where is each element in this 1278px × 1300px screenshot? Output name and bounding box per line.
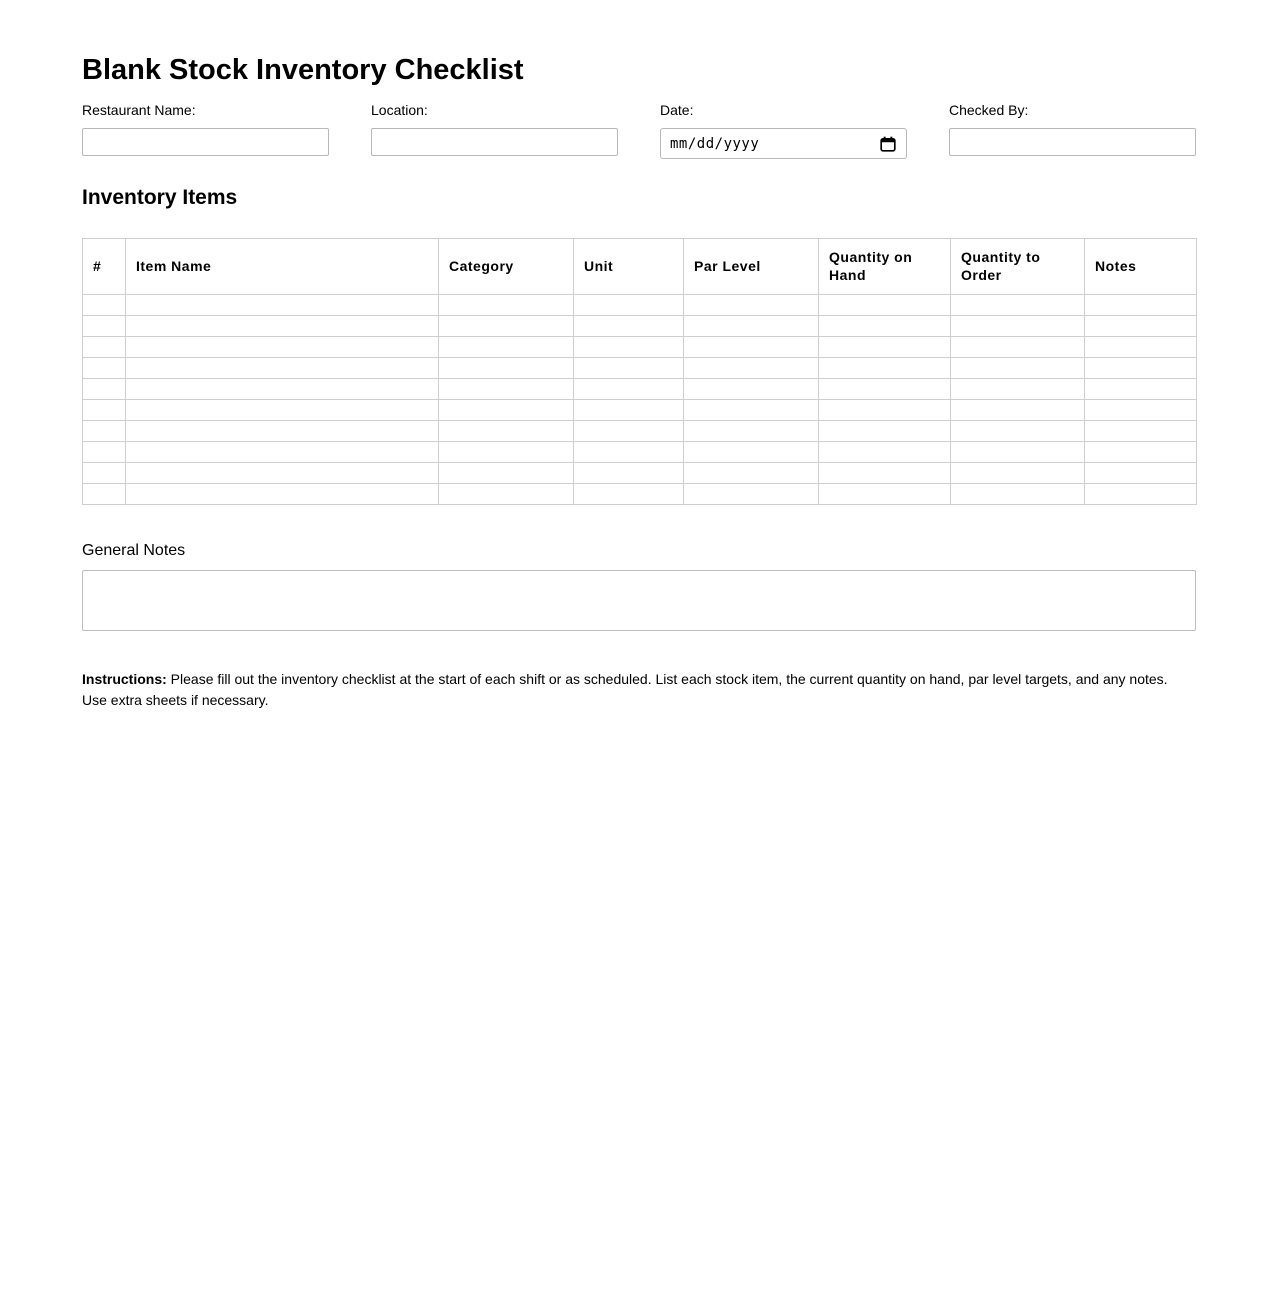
inventory-table [82, 238, 1197, 505]
table-cell [684, 484, 819, 505]
table-cell [83, 295, 126, 316]
table-cell [1085, 421, 1197, 442]
table-cell [83, 400, 126, 421]
table-cell [574, 463, 684, 484]
table-cell [684, 463, 819, 484]
column-header-unit: Unit [574, 239, 684, 295]
table-cell [951, 421, 1085, 442]
table-row [83, 337, 1197, 358]
table-cell [83, 358, 126, 379]
instructions-body: Please fill out the inventory checklist at the start of each shift or as scheduled. List each stock item, the current quantity on hand, par level targets, and any notes. Use extra sheets if necessary. [82, 671, 1168, 708]
table-cell [1085, 295, 1197, 316]
table-cell [951, 379, 1085, 400]
table-cell [126, 442, 439, 463]
table-cell [1085, 316, 1197, 337]
table-cell [1085, 358, 1197, 379]
table-cell [439, 316, 574, 337]
table-cell [83, 379, 126, 400]
column-header-par-level: Par Level [684, 239, 819, 295]
table-cell [574, 484, 684, 505]
table-header-row [83, 239, 1197, 295]
table-cell [951, 337, 1085, 358]
table-cell [819, 358, 951, 379]
table-cell [684, 295, 819, 316]
table-cell [126, 379, 439, 400]
table-cell [819, 379, 951, 400]
table-cell [684, 379, 819, 400]
table-cell [574, 379, 684, 400]
table-cell [439, 337, 574, 358]
general-notes-label: General Notes [82, 542, 186, 560]
inventory-items-heading: Inventory Items [82, 186, 238, 210]
table-cell [439, 484, 574, 505]
table-cell [1085, 484, 1197, 505]
table-cell [819, 337, 951, 358]
table-cell [819, 421, 951, 442]
table-cell [439, 379, 574, 400]
table-cell [951, 316, 1085, 337]
table-cell [83, 484, 126, 505]
table-cell [126, 463, 439, 484]
field-location [371, 102, 618, 156]
column-header-quantity-to-order: Quantity to Order [951, 239, 1085, 295]
column-header-category: Category [439, 239, 574, 295]
table-cell [819, 400, 951, 421]
field-restaurant-name [82, 102, 329, 156]
page-title: Blank Stock Inventory Checklist [82, 54, 524, 86]
table-cell [439, 400, 574, 421]
table-cell [819, 463, 951, 484]
table-cell [951, 295, 1085, 316]
table-cell [439, 463, 574, 484]
table-row [83, 484, 1197, 505]
header-fields [82, 102, 1196, 159]
table-row [83, 316, 1197, 337]
table-cell [1085, 379, 1197, 400]
table-cell [684, 442, 819, 463]
table-cell [1085, 400, 1197, 421]
table-row [83, 295, 1197, 316]
table-cell [684, 421, 819, 442]
table-cell [83, 316, 126, 337]
table-cell [574, 400, 684, 421]
table-cell [126, 400, 439, 421]
checked-by-label: Checked By: [949, 102, 1029, 119]
table-cell [951, 463, 1085, 484]
table-cell [951, 442, 1085, 463]
table-cell [126, 358, 439, 379]
table-cell [574, 295, 684, 316]
table-cell [126, 484, 439, 505]
table-row [83, 358, 1197, 379]
table-row [83, 463, 1197, 484]
table-cell [819, 484, 951, 505]
column-header-item-name: Item Name [126, 239, 439, 295]
table-cell [439, 358, 574, 379]
general-notes-textarea[interactable] [82, 570, 1196, 631]
table-cell [83, 442, 126, 463]
table-cell [126, 295, 439, 316]
instructions-label: Instructions: [82, 671, 167, 688]
table-cell [684, 337, 819, 358]
table-cell [574, 316, 684, 337]
table-row [83, 400, 1197, 421]
table-row [83, 442, 1197, 463]
table-cell [951, 400, 1085, 421]
date-placeholder: mm/dd/yyyy [670, 135, 760, 152]
table-cell [684, 358, 819, 379]
restaurant-name-input[interactable] [82, 128, 329, 156]
table-cell [684, 316, 819, 337]
date-label: Date: [660, 102, 694, 119]
restaurant-name-label: Restaurant Name: [82, 102, 196, 119]
table-row [83, 421, 1197, 442]
field-date [660, 102, 907, 159]
checked-by-input[interactable] [949, 128, 1196, 156]
table-cell [83, 421, 126, 442]
table-cell [819, 316, 951, 337]
column-header-quantity-on-hand: Quantity on Hand [819, 239, 951, 295]
table-cell [83, 337, 126, 358]
table-cell [819, 295, 951, 316]
table-cell [126, 316, 439, 337]
table-cell [574, 358, 684, 379]
table-cell [126, 421, 439, 442]
table-cell [126, 337, 439, 358]
column-header-number: # [83, 239, 126, 295]
table-cell [83, 463, 126, 484]
instructions-text [82, 669, 1196, 710]
inventory-table-body [83, 295, 1197, 505]
table-cell [684, 400, 819, 421]
table-cell [574, 421, 684, 442]
table-cell [439, 421, 574, 442]
table-cell [439, 295, 574, 316]
field-checked-by [949, 102, 1196, 156]
table-cell [1085, 337, 1197, 358]
table-cell [439, 442, 574, 463]
table-cell [574, 442, 684, 463]
location-label: Location: [371, 102, 428, 119]
table-row [83, 379, 1197, 400]
table-cell [951, 484, 1085, 505]
table-cell [574, 337, 684, 358]
location-input[interactable] [371, 128, 618, 156]
calendar-icon[interactable] [880, 136, 896, 152]
column-header-notes: Notes [1085, 239, 1197, 295]
table-cell [1085, 463, 1197, 484]
table-cell [1085, 442, 1197, 463]
inventory-table-header [83, 239, 1197, 295]
table-cell [951, 358, 1085, 379]
date-input[interactable] [660, 128, 907, 159]
table-cell [819, 442, 951, 463]
